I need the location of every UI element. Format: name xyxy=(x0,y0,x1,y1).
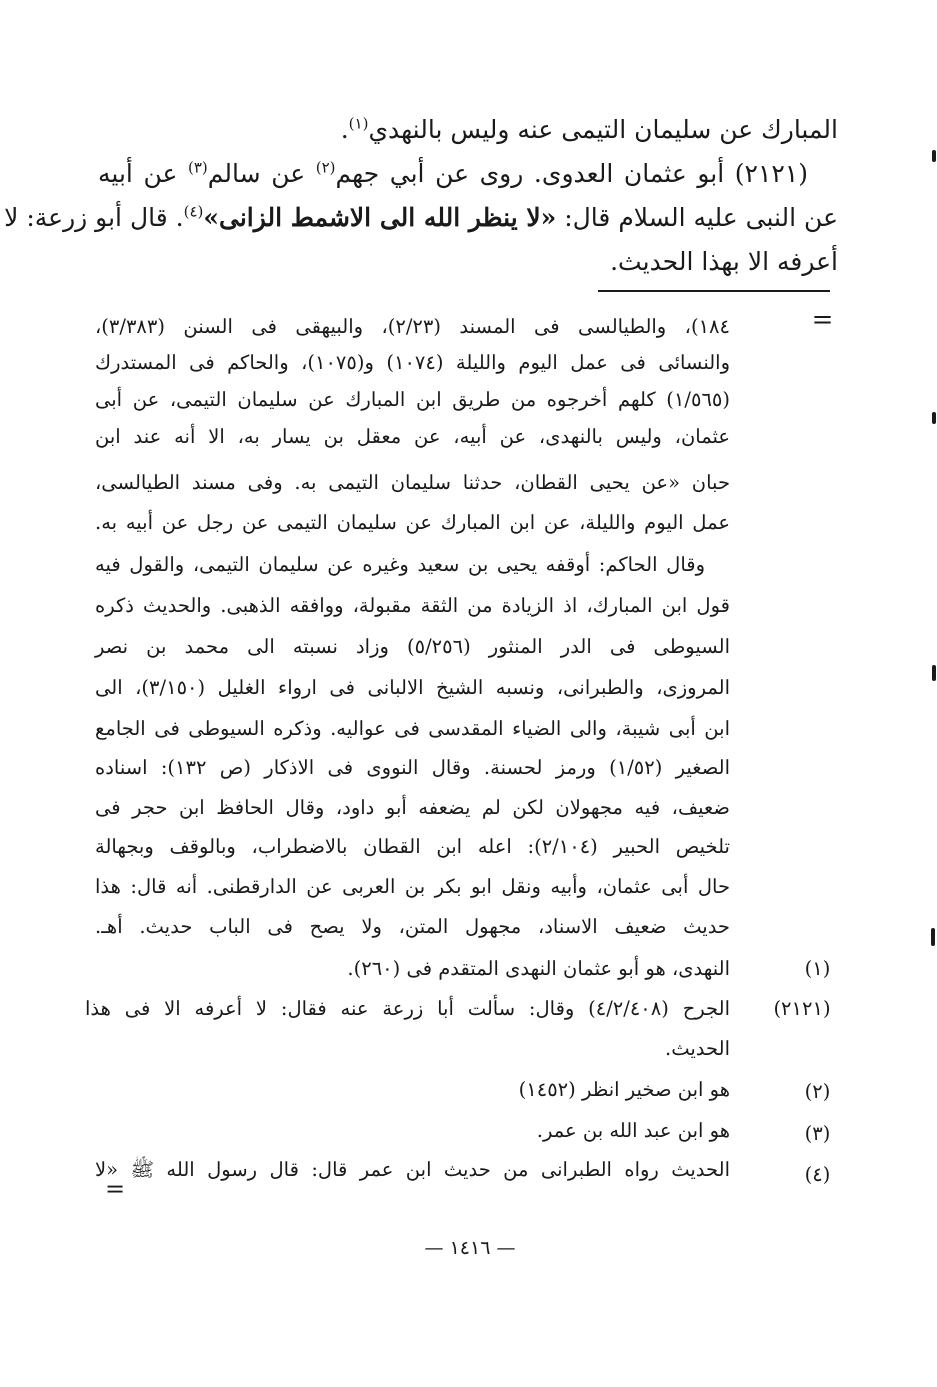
page-number: — ١٤١٦ — xyxy=(424,1237,516,1259)
footnote-cont-line: قول ابن المبارك، اذ الزيادة من الثقة مقبولة، ووافقه الذهبى. والحديث ذكره xyxy=(95,594,730,617)
footnote-cont-line: ابن أبى شيبة، والى الضياء المقدسى فى عواليه. وذكره السيوطى فى الجامع xyxy=(95,717,730,740)
footnote-ref-3: (٣) xyxy=(188,158,208,177)
scan-edge-mark xyxy=(931,928,935,946)
footnote-cont-line: تلخيص الحبير (٢/١٠٤): اعله ابن القطان بالاضطراب، وبالوقف وبجهالة xyxy=(95,835,730,858)
footnote-number: (٤) xyxy=(804,1163,831,1186)
footnote-cont-line: السيوطى فى الدر المنثور (٥/٢٥٦) وزاد نسبته الى محمد بن نصر xyxy=(95,635,730,658)
scan-edge-mark xyxy=(932,150,936,162)
main-text-line-4: أعرفه الا بهذا الحديث. xyxy=(610,247,838,276)
hadith-text: «لا ينظر الله الى الاشمط الزانى» xyxy=(203,203,557,232)
footnote-separator xyxy=(598,290,830,292)
footnote-text: الحديث رواه الطبرانى من حديث ابن عمر قال: قال رسول الله ﷺ «لا xyxy=(95,1158,730,1181)
footnote-ref-4: (٤) xyxy=(183,202,204,221)
footnote-text: الجرح (٤/٢/٤٠٨) وقال: سألت أبا زرعة عنه فقال: لا أعرفه الا فى هذا xyxy=(85,997,730,1020)
entry-heading-2121: (٢١٢١) أبو عثمان العدوى. روى عن أبي جهم$^{(٢)}$ عن سالم$^{(٣)}$ عن أبيه xyxy=(98,158,808,188)
footnote-cont-line: حديث ضعيف الاسناد، مجهول المتن، ولا يصح فى الباب حديث. أهـ. xyxy=(95,915,730,938)
footnote-cont-line: حبان «عن يحيى القطان، حدثنا سليمان التيمى به. وفى مسند الطيالسى، xyxy=(95,471,730,494)
continuation-mark: = xyxy=(811,305,834,335)
footnote-text: الحديث. xyxy=(665,1037,730,1060)
footnote-cont-line: الصغير (١/٥٢) ورمز لحسنة. وقال النووى فى الاذكار (ص ١٣٢): اسناده xyxy=(95,756,730,779)
footnote-cont-line: وقال الحاكم: أوقفه يحيى بن سعيد وغيره عن سليمان التيمى، والقول فيه xyxy=(95,553,705,576)
footnote-ref-1: (١) xyxy=(348,114,369,133)
footnote-cont-line: ١٨٤)، والطيالسى فى المسند (٢/٢٣)، والبيهقى فى السنن (٣/٣٨٣)، xyxy=(95,315,730,338)
footnote-cont-line: عمل اليوم والليلة، عن ابن المبارك عن سليمان التيمى عن رجل عن أبيه به. xyxy=(95,511,730,534)
main-line1-text: المبارك عن سليمان التيمى عنه وليس بالنهدي xyxy=(368,115,838,144)
scan-edge-mark xyxy=(932,412,936,424)
footnote-number: (٢١٢١) xyxy=(773,997,831,1020)
footnote-text: هو ابن صخير انظر (١٤٥٢) xyxy=(518,1078,730,1101)
footnote-cont-line: (١/٥٦٥) كلهم أخرجوه من طريق ابن المبارك عن سليمان التيمى، عن أبى xyxy=(95,388,730,411)
footnote-text: النهدى، هو أبو عثمان النهدى المتقدم فى (٢٦٠). xyxy=(347,957,730,980)
main-text-line-3: عن النبى عليه السلام قال: «لا ينظر الله الى الاشمط الزانى»$^{(٤)}$. قال أبو زرعة: لا xyxy=(4,202,838,232)
footnote-cont-line: المروزى، والطبرانى، ونسبه الشيخ الالبانى فى ارواء الغليل (٣/١٥٠)، الى xyxy=(95,676,730,699)
footnote-cont-line: عثمان، وليس بالنهدى، عن أبيه، عن معقل بن يسار به، الا أنه عند ابن xyxy=(95,425,730,448)
scan-edge-mark xyxy=(932,665,936,681)
footnote-cont-line: والنسائى فى عمل اليوم والليلة (١٠٧٤) و(١٠٧٥)، والحاكم فى المستدرك xyxy=(95,351,730,374)
continuation-mark-end: = xyxy=(104,1175,126,1203)
footnote-text: هو ابن عبد الله بن عمر. xyxy=(536,1119,730,1142)
footnote-number: (١) xyxy=(804,957,831,980)
main-text-line-1: المبارك عن سليمان التيمى عنه وليس بالنهدي$^{(١)}$. xyxy=(340,114,838,144)
footnote-cont-line: حال أبى عثمان، وأبيه ونقل ابو بكر بن العربى عن الدارقطنى. أنه قال: هذا xyxy=(95,875,730,898)
footnote-number: (٣) xyxy=(804,1122,831,1145)
footnote-cont-line: ضعيف، فيه مجهولان لكن لم يضعفه أبو داود، وقال الحافظ ابن حجر فى xyxy=(95,796,730,819)
footnote-number: (٢) xyxy=(804,1080,831,1103)
footnote-ref-2: (٢) xyxy=(315,158,336,177)
